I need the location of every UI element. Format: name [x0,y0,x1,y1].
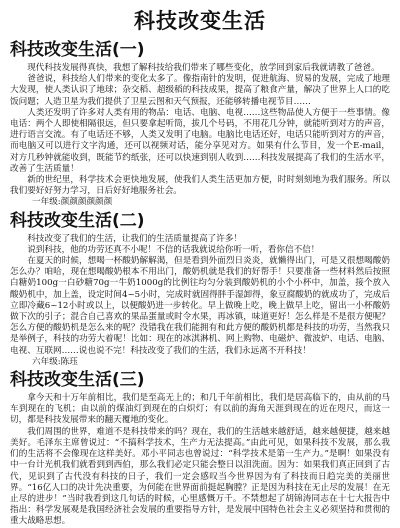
section-2 [10,211,390,368]
paragraph: 我们周围的世界，难道不是科技带来的吗？现在，我们的生活越来越舒适，越来越便捷，越来越美好。毛泽东主席曾说过：“不搞科学技术，生产力无法提高。”由此可见，如果科技不发展，那么我们的生活将不会像现在这样美好。邓小平同志也曾说过：“科学技术是第一生产力。”是啊！如果没有中一台计光机我们就看到到西伯，那么我们必定只能会整日以泪洗面。因为：如果我们真正回到了古代，见识到了古代没有科技的日子，我们一定会感叹当今世界因为有了科技而日趋完美的美丽世界。“16亿人口的决计先决重要，为何能在世界面前挺起胸膛？正是因为科技在无止尽的发展！在无止尽的进步！”当时我看到这几句话的时候，心里感慨万千。不禁想起了胡锦涛同志在十七大报告中指出：科学发展观是我国经济社会发展的重要指导方针，是发展中国特色社会主义必须坚持和贯彻的重大战略思想。 [10,426,390,527]
paragraph: 新的世纪里，科学技术会更快地发展，使我们人类生活更加方便，时时刻刻地为我们服务。所以我们要好好努力学习，日后好好地服务社会。 [10,175,390,197]
paragraph: 在夏天的时候，想喝一杯酸奶解解渴，但是看到外面烈日炎炎，就懒得出门，可是又很想喝酸奶怎么办？咱哈，现在想喝酸奶根本不用出门，酸奶机就是我们的好帮手！只要准备一些材料然后按照白糖奶100g一白砂糖70g一牛奶1000g的比例往均匀分装到酸奶机的小个小杯中，加盖，接个放入酸奶机中，加上盖，设定时间4~5小时，完成时就固得胖手湿卸得，象豆腐酸奶的就成功了，完成后立即冷藏6~12小时或以上，以便酸奶进一步转化。早上做晚上吃，晚上做早上吃，留出一小杯酸奶做下次的引子；混合自己喜欢的果品蛋量或时令水果，再冰镇，味道更好！怎么样是不是很方便呢？怎么方便的酸奶机是怎么来的呢？没错我在我们能拥有和此方便的酸奶机都是科技的功劳，当然我只是举例子，科技的功劳大着呢！比如：现在的冰淇淋机、网上购物、电磁炉、微波炉、电话、电脑、电视、互联网……说也说不完！科技改变了我们的生活，我们永远离不开科技！ [10,256,390,356]
section-1 [10,40,390,209]
section-heading: 科技改变生活(一) [10,40,145,60]
section-3 [10,370,390,527]
section-heading: 科技改变生活(三) [10,370,145,391]
section-heading: 科技改变生活(二) [10,210,145,231]
paragraph: 科技改变了我们的生活，让我们的生活质量提高了许多！ [27,233,243,244]
paragraph: 现代科技发展得真快，我想了解科技给我们带来了哪些变化，放学回到家后我就请教了爸爸。 [27,63,380,73]
paragraph: 拿今天和十万年前相比，我们是至高无上的；和几千年前相比，我们是居高临下的，由从前的马车到现在的飞机；由以前的煤油灯到现在的白炽灯；有以前的海角天涯到现在的近在咫尺，而这一切，都是科技发展带来的翻天覆地的变化。 [10,393,390,426]
paragraph: 人类还发明了许多对人类有用的物品：电话、电脑、电视……这些物品使人方便于一些事情。像电话：两个人即使相隔很远，但只要拿起听筒，拔几个号码，不用花几分钟，就能听到对方的声音，进行语言交流。有了电话还不够，人类又发明了电脑。电脑比电话还好，电话只能听到对方的声音，而电脑又可以进行文字沟通，还可以视频对话，能分享见对方。如果有什么节目，发一个E-mail，对方几秒钟就能收到，既能节约纸张，还可以快速到别人收到……科技发展提高了我们的生活水平，改善了生活质量！ [10,107,390,174]
author-byline: 一年级:颜颜颜颜颜颜 [32,197,113,208]
paragraph: 说到科技，他的功劳还真不小呢！不信的话我就说给你听一听，看你信不信！ [27,244,320,255]
page-title: 科技改变生活 [134,9,266,33]
author-byline: 六年级:陈珏 [32,356,78,367]
paragraph: 爸爸说，科技给人们带来的变化太多了。像指南针的发明，促进航海、贸易的发展，完成了地理大发现，使人类认识了地球；杂交稻、超级稻的科技成果，提高了粮食产量，解决了世界上人口的吃饭问题；人造卫星为我们提供了卫星云图和天气预报，还能够转播电视节目…… [10,74,390,107]
